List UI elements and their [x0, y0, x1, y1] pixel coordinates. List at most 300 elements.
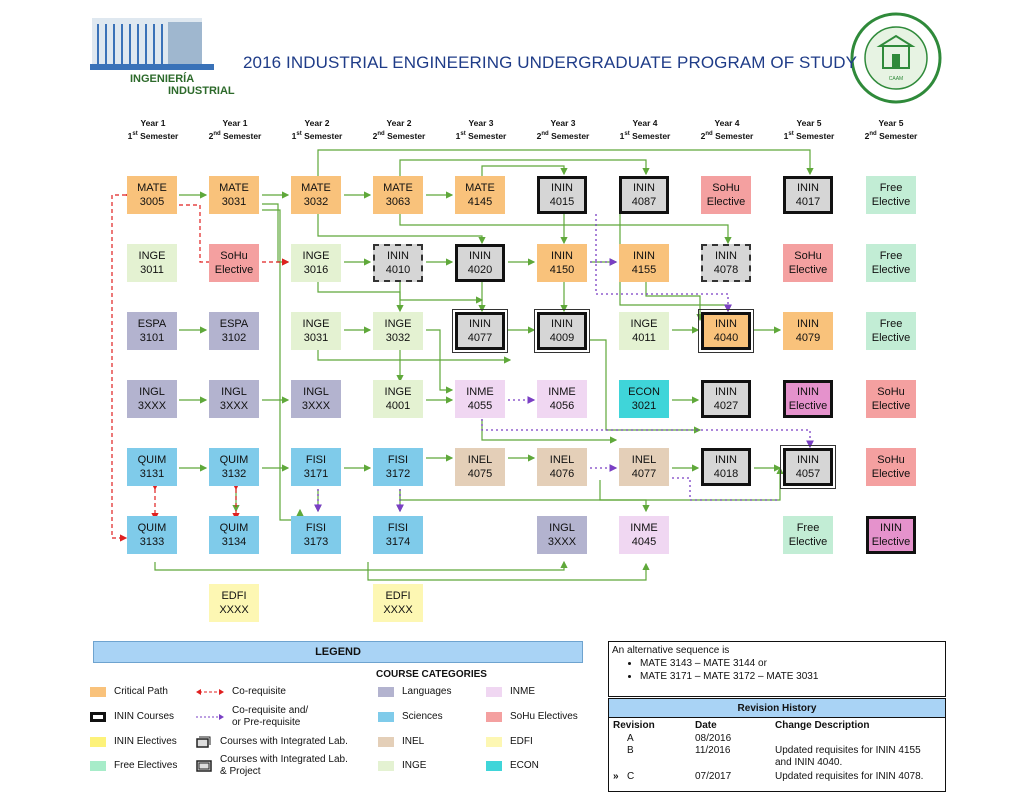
course-number: Elective: [788, 264, 828, 276]
course-subject: ININ: [469, 318, 491, 330]
change-col-header: Change Description: [775, 720, 870, 731]
year-label: [856, 118, 926, 142]
semester-text: [528, 129, 598, 142]
course-number: 3031: [221, 196, 247, 208]
ingenieria-industrial-logo: [90, 12, 240, 97]
course-number: Elective: [871, 264, 911, 276]
course-number: Elective: [214, 264, 254, 276]
revision-desc: Updated requisites for ININ 4078.: [775, 771, 924, 782]
course-box: [373, 448, 423, 486]
co-pre-requisite-arrow-icon: [196, 712, 224, 722]
legend-category: [486, 760, 539, 772]
course-number: 4078: [713, 264, 739, 276]
course-number: XXXX: [383, 604, 413, 616]
revision-date: 11/2016: [695, 745, 731, 756]
course-box: [619, 516, 669, 554]
legend-label: ECON: [510, 760, 539, 771]
course-box: [127, 448, 177, 486]
course-number: Elective: [788, 536, 828, 548]
revision-rev: B: [627, 745, 634, 756]
course-box: [537, 380, 587, 418]
course-subject: INGL: [303, 386, 329, 398]
inin-course-swatch: [90, 712, 106, 722]
course-number: 4010: [385, 264, 411, 276]
course-subject: Free: [879, 318, 903, 330]
course-number: 3XXX: [219, 400, 249, 412]
year-text: Year 1: [222, 118, 248, 128]
svg-text:CAAM: CAAM: [888, 76, 904, 82]
course-box: [701, 448, 751, 486]
semester-suffix: st: [296, 131, 302, 137]
year-text: Year 2: [304, 118, 330, 128]
course-number: 4001: [385, 400, 411, 412]
course-box: [209, 176, 259, 214]
course-box: [291, 312, 341, 350]
course-subject: ININ: [715, 250, 737, 262]
course-number: 4040: [713, 332, 739, 344]
course-number: 4018: [713, 468, 739, 480]
course-box: [209, 244, 259, 282]
year-label: [446, 118, 516, 142]
revision-rev: A: [627, 733, 634, 744]
course-subject: ININ: [469, 250, 491, 262]
course-subject: SoHu: [794, 250, 822, 262]
semester-text: [118, 129, 188, 142]
course-subject: INGL: [139, 386, 165, 398]
course-number: Elective: [871, 536, 911, 548]
course-subject: MATE: [465, 182, 495, 194]
course-number: 4075: [467, 468, 493, 480]
critical-path-swatch: [90, 687, 106, 697]
semester-word: Semester: [796, 130, 835, 141]
course-box: [455, 448, 505, 486]
legend-item: [196, 736, 348, 748]
course-number: 4145: [467, 196, 493, 208]
course-subject: SoHu: [877, 454, 905, 466]
semester-suffix: st: [788, 131, 794, 137]
semester-word: Semester: [223, 130, 262, 141]
co-requisite-arrow-icon: [196, 687, 224, 697]
course-subject: INEL: [467, 454, 493, 466]
semester-word: Semester: [304, 130, 343, 141]
course-subject: INGE: [384, 318, 412, 330]
course-number: Elective: [706, 196, 746, 208]
year-text: Year 5: [878, 118, 904, 128]
course-box: [619, 312, 669, 350]
course-subject: ININ: [551, 318, 573, 330]
svg-text:INDUSTRIAL: INDUSTRIAL: [168, 85, 235, 97]
course-box: [373, 176, 423, 214]
course-number: 3132: [221, 468, 247, 480]
course-box: [537, 176, 587, 214]
course-box: [866, 176, 916, 214]
course-box: [127, 312, 177, 350]
year-label: [200, 118, 270, 142]
category-swatch: [378, 761, 394, 771]
course-subject: INGE: [384, 386, 412, 398]
year-text: Year 5: [796, 118, 822, 128]
course-box: [209, 584, 259, 622]
legend-header: LEGEND: [93, 641, 583, 663]
course-subject: INGE: [138, 250, 166, 262]
course-subject: MATE: [137, 182, 167, 194]
year-label: [364, 118, 434, 142]
course-box: [373, 312, 423, 350]
year-label: [774, 118, 844, 142]
legend-label: Co-requisite and/ or Pre-requisite: [232, 705, 309, 728]
course-box: [701, 312, 751, 350]
course-number: 3101: [139, 332, 165, 344]
legend-label: ININ Courses: [114, 711, 175, 722]
category-swatch: [378, 687, 394, 697]
course-box: [209, 380, 259, 418]
legend-item: [196, 754, 348, 778]
course-box: [209, 448, 259, 486]
year-label: [118, 118, 188, 142]
course-subject: INGE: [630, 318, 658, 330]
semester-number: 1: [619, 130, 625, 141]
year-label: [692, 118, 762, 142]
semester-text: [364, 129, 434, 142]
category-swatch: [378, 737, 394, 747]
course-number: 3XXX: [301, 400, 331, 412]
year-text: Year 3: [550, 118, 576, 128]
course-number: Elective: [871, 468, 911, 480]
category-swatch: [486, 712, 502, 722]
course-box: [537, 312, 587, 350]
course-box: [783, 448, 833, 486]
alternative-intro: An alternative sequence is: [612, 645, 730, 656]
course-subject: MATE: [301, 182, 331, 194]
legend-label: Courses with Integrated Lab.: [220, 736, 348, 747]
course-subject: FISI: [387, 522, 409, 534]
course-box: [373, 244, 423, 282]
course-box: [209, 516, 259, 554]
course-box: [619, 244, 669, 282]
course-subject: SoHu: [877, 386, 905, 398]
legend-label: Languages: [402, 686, 452, 697]
semester-word: Semester: [715, 130, 754, 141]
revision-col-header: Revision: [613, 720, 655, 731]
semester-suffix: st: [460, 131, 466, 137]
course-box: [783, 380, 833, 418]
course-box: [619, 176, 669, 214]
course-subject: EDFI: [221, 590, 247, 602]
course-box: [291, 380, 341, 418]
course-subject: Free: [796, 522, 820, 534]
course-box: [455, 312, 505, 350]
course-number: 3173: [303, 536, 329, 548]
date-col-header: Date: [695, 720, 717, 731]
semester-number: 1: [455, 130, 461, 141]
course-subject: ESPA: [219, 318, 249, 330]
course-number: 3011: [140, 264, 164, 276]
course-number: 4076: [549, 468, 575, 480]
category-swatch: [486, 737, 502, 747]
course-subject: SoHu: [712, 182, 740, 194]
legend-category: [378, 760, 426, 772]
course-box: [866, 516, 916, 554]
semester-suffix: nd: [213, 131, 221, 137]
course-subject: ININ: [797, 386, 819, 398]
course-number: 4055: [467, 400, 493, 412]
category-swatch: [486, 761, 502, 771]
course-number: 3134: [221, 536, 247, 548]
course-subject: ININ: [797, 454, 819, 466]
course-box: [866, 244, 916, 282]
semester-word: Semester: [551, 130, 590, 141]
course-subject: INEL: [631, 454, 657, 466]
legend-category: [378, 686, 452, 698]
course-box: [373, 516, 423, 554]
integrated-lab-project-icon: [196, 760, 212, 772]
course-box: [783, 176, 833, 214]
course-box: [537, 448, 587, 486]
revision-rev: C: [627, 771, 635, 782]
semester-word: Semester: [140, 130, 179, 141]
course-subject: INME: [466, 386, 494, 398]
course-box: [291, 176, 341, 214]
legend-category: [486, 686, 535, 698]
revision-desc: and ININ 4040.: [775, 757, 843, 768]
course-subject: ININ: [715, 318, 737, 330]
course-number: 3XXX: [137, 400, 167, 412]
course-box: [373, 584, 423, 622]
semester-suffix: nd: [541, 131, 549, 137]
legend-label: INGE: [402, 760, 427, 771]
course-number: 4150: [549, 264, 575, 276]
course-box: [291, 516, 341, 554]
alternative-item: • MATE 3171 – MATE 3172 – MATE 3031: [640, 670, 942, 683]
semester-suffix: st: [624, 131, 630, 137]
revision-date: 08/2016: [695, 733, 732, 744]
legend-label: Critical Path: [114, 686, 168, 697]
page-title: 2016 INDUSTRIAL ENGINEERING UNDERGRADUATE PROGRAM OF STUDY: [243, 53, 858, 72]
semester-suffix: nd: [377, 131, 385, 137]
course-box: [455, 380, 505, 418]
course-number: 4057: [795, 468, 821, 480]
semester-number: 2: [864, 130, 870, 141]
course-number: Elective: [788, 400, 828, 412]
course-number: 3005: [139, 196, 165, 208]
legend-item: [90, 686, 168, 698]
semester-text: [200, 129, 270, 142]
chevron-right-icon: »: [613, 771, 619, 782]
year-text: Year 2: [386, 118, 412, 128]
course-subject: Free: [879, 250, 903, 262]
legend-item: [196, 686, 286, 698]
course-subject: QUIM: [137, 522, 167, 534]
semester-number: 2: [536, 130, 542, 141]
semester-suffix: st: [132, 131, 138, 137]
course-subject: FISI: [387, 454, 409, 466]
category-swatch: [378, 712, 394, 722]
alternative-item: • MATE 3143 – MATE 3144 or: [640, 657, 942, 670]
course-box: [209, 312, 259, 350]
year-label: [610, 118, 680, 142]
university-seal-logo: [850, 12, 942, 104]
course-number: 3016: [303, 264, 329, 276]
course-box: [455, 176, 505, 214]
course-number: Elective: [871, 400, 911, 412]
year-label: [528, 118, 598, 142]
course-subject: INME: [548, 386, 576, 398]
semester-word: Semester: [879, 130, 918, 141]
svg-text:INGENIERÍA: INGENIERÍA: [130, 73, 195, 85]
course-subject: ECON: [628, 386, 660, 398]
semester-suffix: nd: [869, 131, 877, 137]
semester-text: [692, 129, 762, 142]
inin-elective-swatch: [90, 737, 106, 747]
course-subject: ININ: [797, 318, 819, 330]
course-number: 4077: [467, 332, 493, 344]
legend-category: [378, 736, 424, 748]
revision-history-title: Revision History: [609, 699, 945, 718]
course-box: [783, 516, 833, 554]
course-subject: QUIM: [219, 454, 249, 466]
legend-label: Co-requisite: [232, 686, 286, 697]
course-box: [783, 244, 833, 282]
legend-label: Courses with Integrated Lab. & Project: [220, 754, 348, 777]
semester-word: Semester: [387, 130, 426, 141]
course-subject: ININ: [633, 250, 655, 262]
course-box: [866, 448, 916, 486]
course-subject: EDFI: [385, 590, 411, 602]
legend-category: [378, 711, 443, 723]
course-subject: MATE: [219, 182, 249, 194]
year-label: [282, 118, 352, 142]
course-number: 4009: [549, 332, 575, 344]
semester-number: 2: [700, 130, 706, 141]
year-text: Year 3: [468, 118, 494, 128]
year-text: Year 4: [714, 118, 740, 128]
legend-item: [196, 705, 308, 729]
legend-label: Sciences: [402, 711, 443, 722]
category-swatch: [486, 687, 502, 697]
semester-text: [446, 129, 516, 142]
course-categories-title: COURSE CATEGORIES: [376, 669, 487, 680]
legend-label: ININ Electives: [114, 736, 177, 747]
course-subject: ININ: [387, 250, 409, 262]
year-text: Year 4: [632, 118, 658, 128]
legend-label: SoHu Electives: [510, 711, 578, 722]
semester-number: 1: [291, 130, 297, 141]
course-box: [455, 244, 505, 282]
course-box: [291, 448, 341, 486]
course-number: XXXX: [219, 604, 249, 616]
semester-number: 1: [127, 130, 133, 141]
course-box: [619, 380, 669, 418]
legend-label: EDFI: [510, 736, 533, 747]
course-subject: QUIM: [219, 522, 249, 534]
course-subject: ININ: [633, 182, 655, 194]
legend-category: [486, 711, 578, 723]
course-box: [373, 380, 423, 418]
semester-suffix: nd: [705, 131, 713, 137]
course-number: Elective: [871, 332, 911, 344]
semester-text: [774, 129, 844, 142]
course-box: [127, 176, 177, 214]
course-subject: INGE: [302, 250, 330, 262]
legend-item: [90, 736, 177, 748]
free-elective-swatch: [90, 761, 106, 771]
semester-word: Semester: [632, 130, 671, 141]
integrated-lab-icon: [196, 736, 212, 748]
semester-text: [610, 129, 680, 142]
semester-word: Semester: [468, 130, 507, 141]
semester-number: 1: [783, 130, 789, 141]
year-text: Year 1: [140, 118, 166, 128]
course-number: 4017: [795, 196, 821, 208]
course-number: 3131: [139, 468, 165, 480]
course-subject: ININ: [551, 250, 573, 262]
course-number: 4027: [713, 400, 739, 412]
semester-number: 2: [372, 130, 378, 141]
legend-label: Free Electives: [114, 760, 178, 771]
course-number: 3171: [303, 468, 329, 480]
course-box: [537, 244, 587, 282]
course-subject: INME: [630, 522, 658, 534]
course-box: [619, 448, 669, 486]
course-subject: SoHu: [220, 250, 248, 262]
semester-text: [856, 129, 926, 142]
course-number: 4045: [631, 536, 657, 548]
course-number: 3063: [385, 196, 411, 208]
course-number: 4079: [795, 332, 821, 344]
legend-label: INEL: [402, 736, 425, 747]
course-box: [127, 516, 177, 554]
course-subject: INGE: [302, 318, 330, 330]
course-number: 3XXX: [547, 536, 577, 548]
course-number: 4155: [631, 264, 657, 276]
legend-label: INME: [510, 686, 535, 697]
course-number: 3102: [221, 332, 247, 344]
semester-text: [282, 129, 352, 142]
course-subject: ININ: [797, 182, 819, 194]
course-number: 3031: [303, 332, 329, 344]
revision-date: 07/2017: [695, 771, 732, 782]
course-box: [291, 244, 341, 282]
course-number: 3133: [139, 536, 165, 548]
course-box: [701, 380, 751, 418]
course-number: 4020: [467, 264, 493, 276]
course-subject: ESPA: [137, 318, 167, 330]
course-box: [701, 244, 751, 282]
course-box: [127, 244, 177, 282]
course-subject: ININ: [551, 182, 573, 194]
course-number: 4077: [631, 468, 657, 480]
course-subject: QUIM: [137, 454, 167, 466]
semester-number: 2: [208, 130, 214, 141]
legend-item: [90, 760, 177, 772]
course-subject: INEL: [549, 454, 575, 466]
legend-category: [486, 736, 533, 748]
course-box: [537, 516, 587, 554]
course-subject: Free: [879, 182, 903, 194]
course-box: [701, 176, 751, 214]
course-subject: INGL: [549, 522, 575, 534]
course-box: [866, 380, 916, 418]
course-number: 3021: [631, 400, 657, 412]
course-subject: ININ: [715, 386, 737, 398]
course-number: Elective: [871, 196, 911, 208]
revision-desc: Updated requisites for ININ 4155: [775, 745, 921, 756]
course-number: 3174: [385, 536, 411, 548]
course-subject: FISI: [305, 522, 327, 534]
course-number: 3172: [385, 468, 411, 480]
course-subject: ININ: [715, 454, 737, 466]
revision-history-box: [608, 698, 946, 792]
